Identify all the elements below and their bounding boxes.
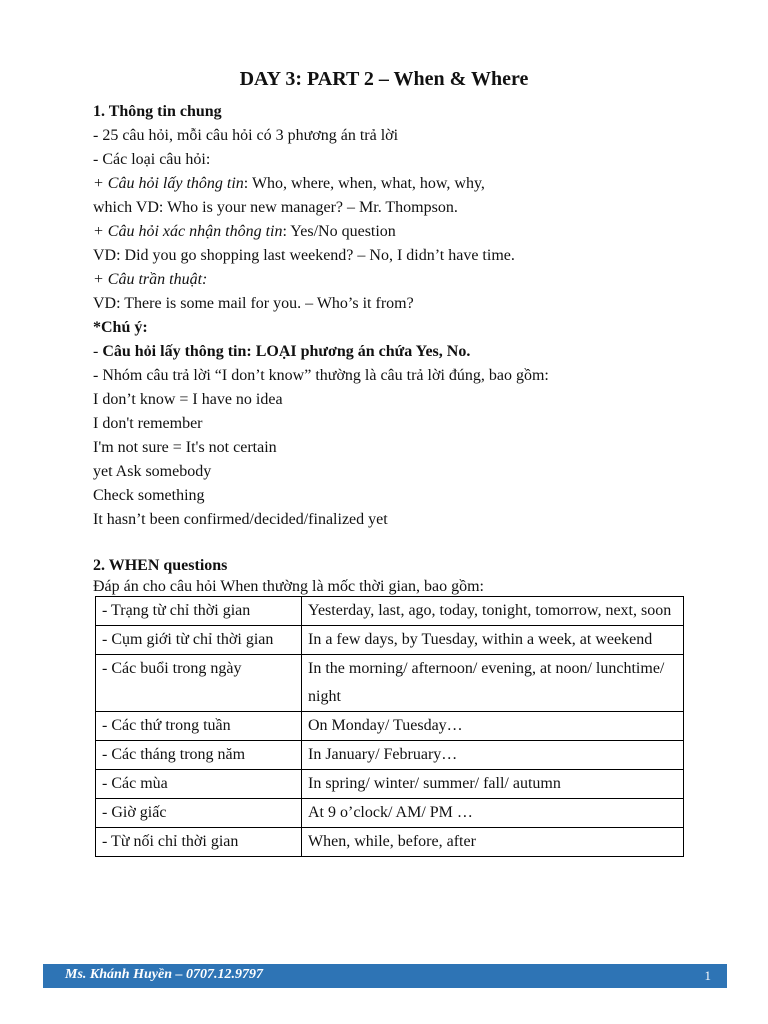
page-number: 1 bbox=[704, 968, 711, 983]
section1-heading: 1. Thông tin chung bbox=[93, 103, 222, 120]
dontknow-item: I don’t know = I have no idea bbox=[93, 391, 283, 408]
page-footer bbox=[43, 964, 727, 988]
page-title: DAY 3: PART 2 – When & Where bbox=[239, 68, 529, 90]
table-row bbox=[96, 655, 684, 712]
table-cell-examples: On Monday/ Tuesday… bbox=[302, 712, 684, 741]
note-rule bbox=[93, 340, 693, 364]
table-row bbox=[96, 741, 684, 770]
table-cell-category: - Các thứ trong tuần bbox=[96, 712, 302, 741]
note-rule-text: Câu hỏi lấy thông tin: LOẠI phương án chứa Yes, No. bbox=[102, 343, 471, 360]
dontknow-item: I'm not sure = It's not certain bbox=[93, 439, 277, 456]
dontknow-item: yet Ask somebody bbox=[93, 463, 212, 480]
question-type-yesno bbox=[93, 220, 693, 244]
table-row bbox=[96, 597, 684, 626]
example-line: VD: Did you go shopping last weekend? – No, I didn’t have time. bbox=[93, 247, 515, 264]
question-type-statement: + Câu trần thuật: bbox=[93, 271, 208, 288]
table-cell-examples: At 9 o’clock/ AM/ PM … bbox=[302, 799, 684, 828]
dontknow-item: It hasn’t been confirmed/decided/finalized yet bbox=[93, 511, 388, 528]
question-type-desc: : Who, where, when, what, how, why, bbox=[243, 175, 485, 192]
when-table bbox=[95, 596, 684, 857]
table-row bbox=[96, 828, 684, 857]
table-cell-examples: In the morning/ afternoon/ evening, at noon/ lunchtime/ night bbox=[302, 655, 684, 712]
question-type-desc: : Yes/No question bbox=[282, 223, 396, 240]
table-cell-examples: When, while, before, after bbox=[302, 828, 684, 857]
table-cell-category: - Các buổi trong ngày bbox=[96, 655, 302, 712]
table-cell-category: - Giờ giấc bbox=[96, 799, 302, 828]
question-type-info bbox=[93, 172, 693, 196]
table-cell-examples: In January/ February… bbox=[302, 741, 684, 770]
table-row bbox=[96, 712, 684, 741]
example-line: which VD: Who is your new manager? – Mr. Thompson. bbox=[93, 199, 458, 216]
table-row bbox=[96, 626, 684, 655]
document-body bbox=[93, 100, 693, 857]
table-cell-category: - Trạng từ chỉ thời gian bbox=[96, 597, 302, 626]
section2-heading: 2. WHEN questions bbox=[93, 557, 228, 574]
dontknow-item: I don't remember bbox=[93, 415, 203, 432]
table-cell-examples: Yesterday, last, ago, today, tonight, tomorrow, next, soon bbox=[302, 597, 684, 626]
note-dash: - bbox=[93, 343, 103, 360]
table-cell-category: - Các tháng trong năm bbox=[96, 741, 302, 770]
info-line: - 25 câu hỏi, mỗi câu hỏi có 3 phương án trả lời bbox=[93, 127, 399, 144]
example-line: VD: There is some mail for you. – Who’s it from? bbox=[93, 295, 414, 312]
table-cell-examples: In spring/ winter/ summer/ fall/ autumn bbox=[302, 770, 684, 799]
table-cell-examples: In a few days, by Tuesday, within a week, at weekend bbox=[302, 626, 684, 655]
table-cell-category: - Cụm giới từ chỉ thời gian bbox=[96, 626, 302, 655]
table-row bbox=[96, 799, 684, 828]
table-row bbox=[96, 770, 684, 799]
section2-intro: Đáp án cho câu hỏi When thường là mốc thời gian, bao gồm: bbox=[93, 578, 484, 595]
note-heading: *Chú ý: bbox=[93, 319, 148, 336]
note-dontknow: - Nhóm câu trả lời “I don’t know” thường là câu trả lời đúng, bao gồm: bbox=[93, 367, 549, 384]
table-cell-category: - Các mùa bbox=[96, 770, 302, 799]
info-line: - Các loại câu hỏi: bbox=[93, 151, 211, 168]
footer-author: Ms. Khánh Huyền – 0707.12.9797 bbox=[65, 967, 263, 982]
question-type-label: + Câu hỏi lấy thông tin bbox=[93, 175, 244, 192]
dontknow-item: Check something bbox=[93, 487, 205, 504]
question-type-label: + Câu hỏi xác nhận thông tin bbox=[93, 223, 283, 240]
table-cell-category: - Từ nối chỉ thời gian bbox=[96, 828, 302, 857]
